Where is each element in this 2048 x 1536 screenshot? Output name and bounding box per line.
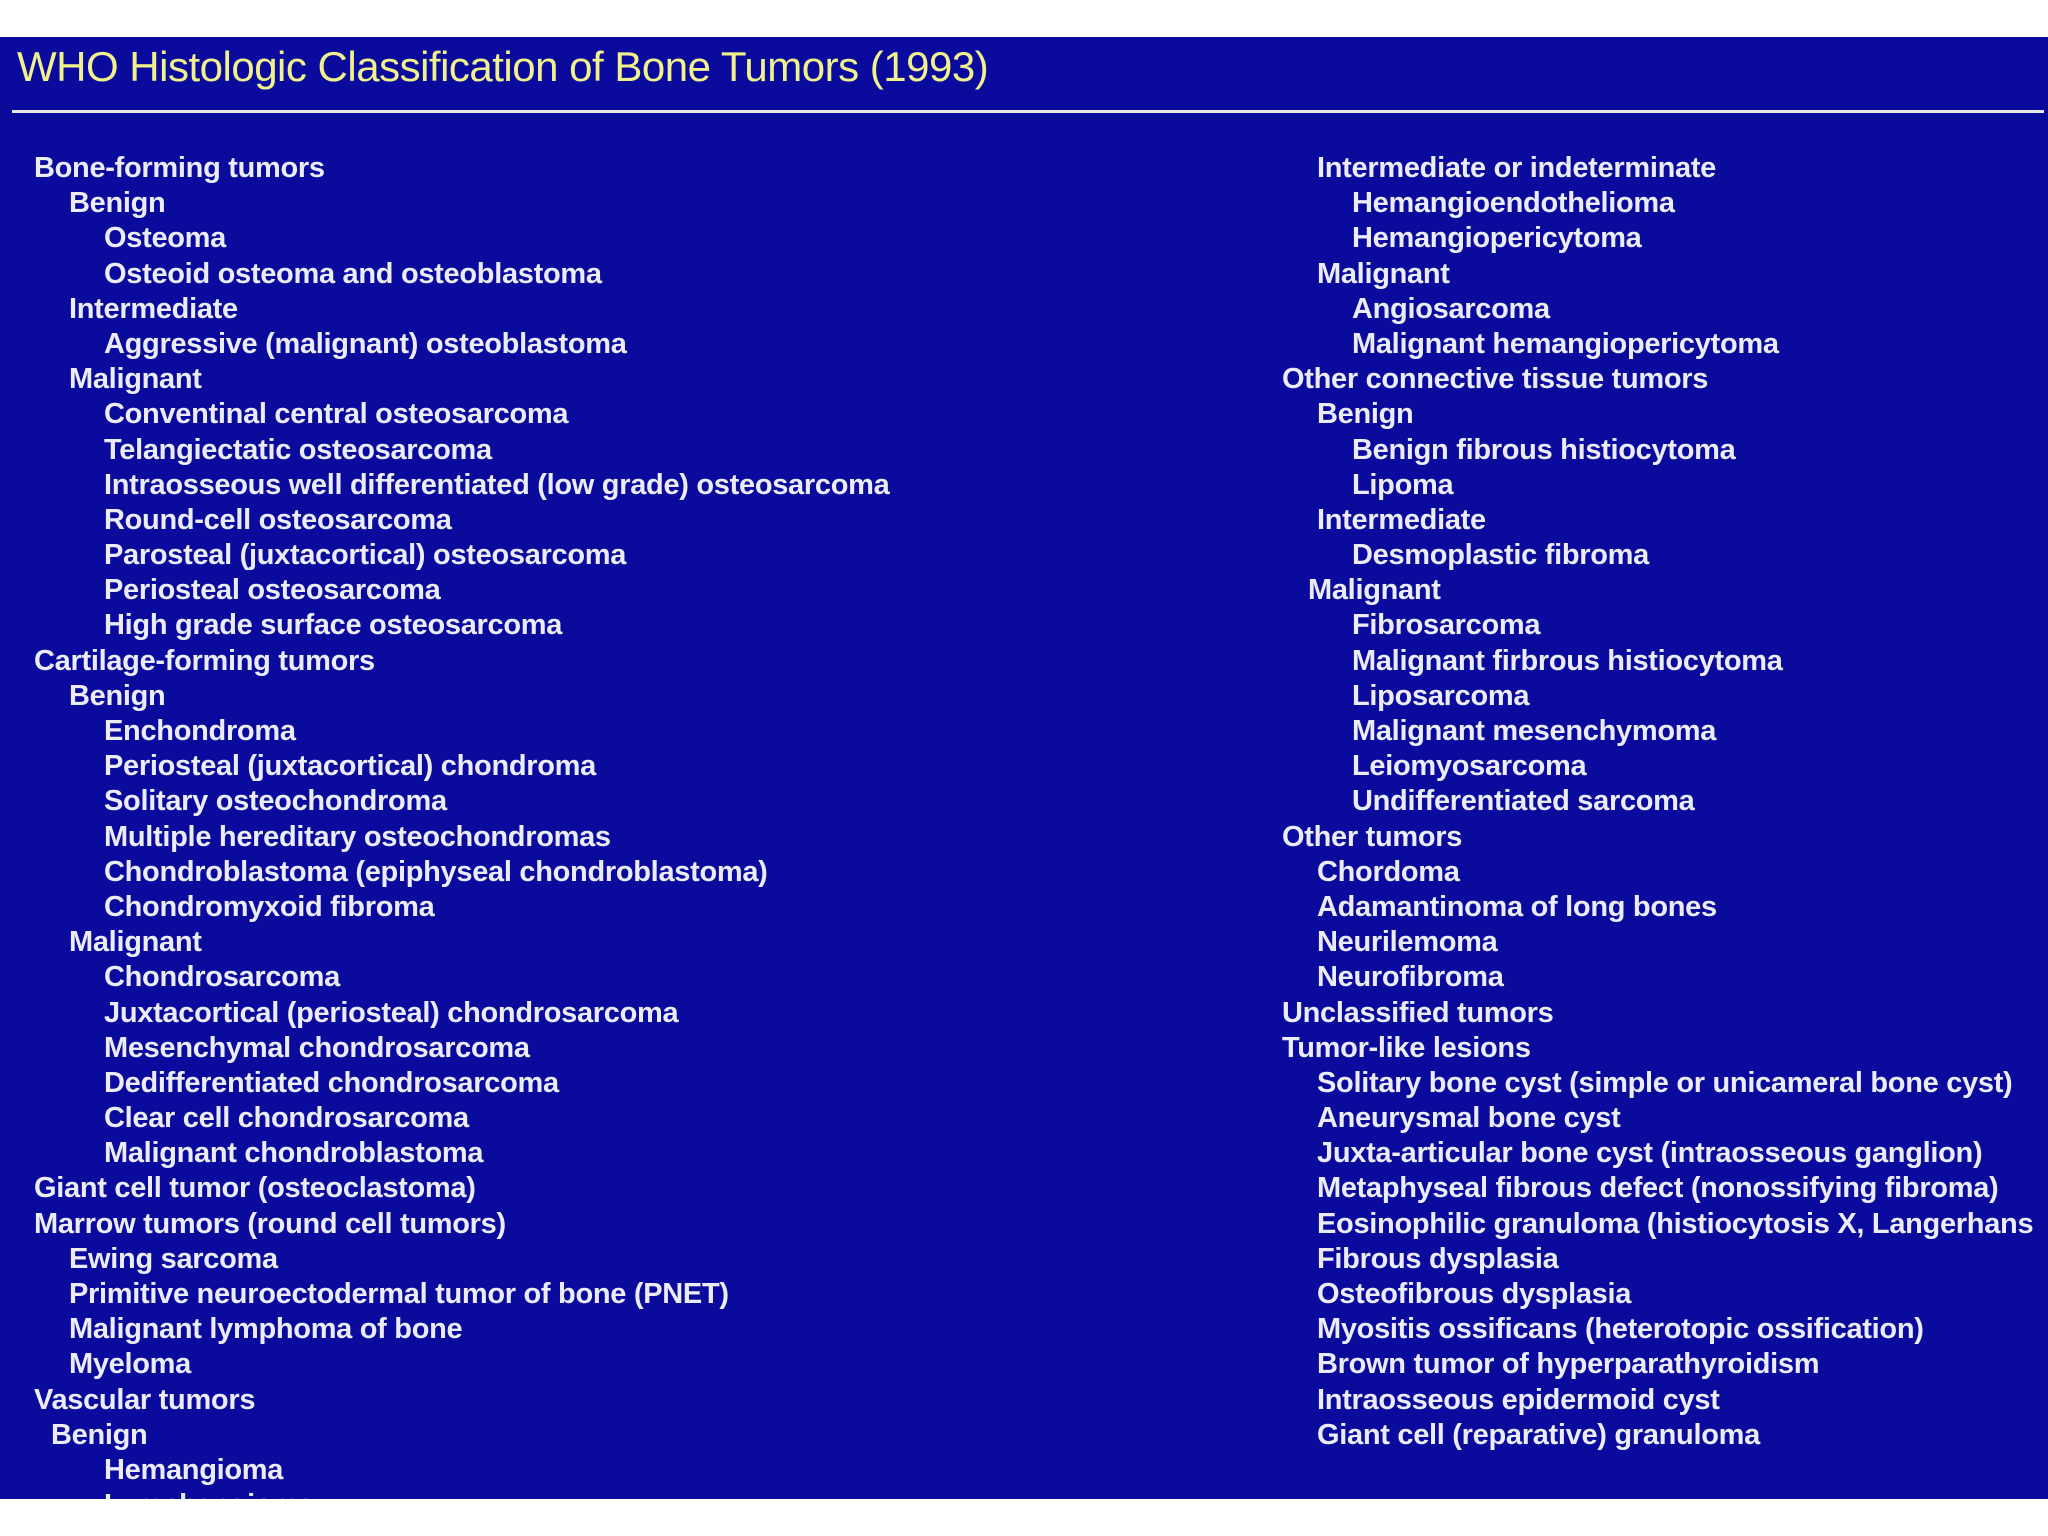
list-item: Juxtacortical (periosteal) chondrosarcoma xyxy=(104,996,679,1029)
list-item: Benign xyxy=(69,187,166,220)
list-item: Adamantinoma of long bones xyxy=(1317,890,1717,923)
list-item: Malignant hemangiopericytoma xyxy=(1352,327,1779,360)
bottom-margin xyxy=(0,1499,2048,1536)
slide-title: WHO Histologic Classification of Bone Tumors (1993) xyxy=(17,43,989,90)
list-item: Other connective tissue tumors xyxy=(1282,363,1709,396)
list-item: Juxta-articular bone cyst (intraosseous ganglion) xyxy=(1317,1137,1983,1170)
list-item: Bone-forming tumors xyxy=(34,152,325,184)
list-item: Neurofibroma xyxy=(1317,961,1504,994)
list-item: Intermediate xyxy=(69,292,238,325)
list-item: Benign xyxy=(51,1418,148,1451)
list-item: High grade surface osteosarcoma xyxy=(104,609,563,642)
list-item: Lipoma xyxy=(1352,468,1454,501)
right-column xyxy=(1282,151,2033,1453)
list-item: Chordoma xyxy=(1317,855,1460,888)
list-item: Malignant xyxy=(69,926,202,959)
list-item: Malignant chondroblastoma xyxy=(104,1137,484,1170)
list-item: Benign xyxy=(69,679,166,712)
list-item: Cartilage-forming tumors xyxy=(34,644,375,677)
list-item: Chondroblastoma (epiphyseal chondroblastoma) xyxy=(104,855,768,888)
list-item: Round-cell osteosarcoma xyxy=(104,503,452,536)
list-item: Other tumors xyxy=(1282,820,1463,853)
list-item: Osteoma xyxy=(104,222,226,255)
list-item: Malignant lymphoma of bone xyxy=(69,1313,463,1346)
list-item: Primitive neuroectodermal tumor of bone (PNET) xyxy=(69,1278,729,1310)
list-item: Marrow tumors (round cell tumors) xyxy=(34,1207,506,1240)
list-item: Liposarcoma xyxy=(1352,679,1530,712)
list-item: Desmoplastic fibroma xyxy=(1352,539,1649,572)
list-item: Malignant xyxy=(1308,574,1441,607)
list-item: Osteoid osteoma and osteoblastoma xyxy=(104,257,602,290)
list-item: Neurilemoma xyxy=(1317,926,1498,959)
list-item: Benign fibrous histiocytoma xyxy=(1352,433,1736,466)
list-item: Hemangioma xyxy=(104,1453,284,1486)
list-item: Conventinal central osteosarcoma xyxy=(104,398,569,431)
list-item: Brown tumor of hyperparathyroidism xyxy=(1317,1348,1820,1381)
list-item: Leiomyosarcoma xyxy=(1352,750,1587,783)
list-item: Vascular tumors xyxy=(34,1383,256,1416)
list-item: Solitary osteochondroma xyxy=(104,785,447,818)
title-divider xyxy=(12,110,2044,113)
list-item: Fibrous dysplasia xyxy=(1317,1242,1559,1275)
list-item: Enchondroma xyxy=(104,715,296,747)
list-item: Tumor-like lesions xyxy=(1282,1031,1531,1064)
list-item: Giant cell (reparative) granuloma xyxy=(1317,1418,1760,1451)
list-item: Metaphyseal fibrous defect (nonossifying fibroma) xyxy=(1317,1172,1999,1205)
list-item: Telangiectatic osteosarcoma xyxy=(104,433,492,466)
list-item: Chondromyxoid fibroma xyxy=(104,890,435,923)
list-item: Dedifferentiated chondrosarcoma xyxy=(104,1066,559,1099)
list-item: Angiosarcoma xyxy=(1352,292,1550,325)
list-item: Giant cell tumor (osteoclastoma) xyxy=(34,1172,476,1205)
list-item: Hemangiopericytoma xyxy=(1352,222,1642,255)
list-item: Periosteal osteosarcoma xyxy=(104,574,441,607)
list-item: Malignant xyxy=(69,363,202,396)
list-item: Intraosseous epidermoid cyst xyxy=(1317,1383,1720,1416)
list-item: Ewing sarcoma xyxy=(69,1242,278,1275)
list-item: Periosteal (juxtacortical) chondroma xyxy=(104,750,596,783)
slide xyxy=(0,37,2048,1499)
list-item: Eosinophilic granuloma (histiocytosis X, Langerhans xyxy=(1317,1207,2034,1240)
list-item: Unclassified tumors xyxy=(1282,996,1554,1029)
list-item: Osteofibrous dysplasia xyxy=(1317,1278,1632,1310)
list-item: Intermediate xyxy=(1317,503,1486,536)
list-item: Aggressive (malignant) osteoblastoma xyxy=(104,327,627,360)
list-item: Solitary bone cyst (simple or unicameral bone cyst) xyxy=(1317,1066,2013,1099)
list-item: Intraosseous well differentiated (low grade) osteosarcoma xyxy=(104,468,890,501)
list-item: Malignant mesenchymoma xyxy=(1352,715,1717,747)
list-item: Chondrosarcoma xyxy=(104,961,340,994)
list-item: Intermediate or indeterminate xyxy=(1317,152,1717,184)
list-item: Malignant firbrous histiocytoma xyxy=(1352,644,1783,677)
list-item: Myeloma xyxy=(69,1348,191,1381)
list-item: Benign xyxy=(1317,398,1414,431)
list-item: Mesenchymal chondrosarcoma xyxy=(104,1031,530,1064)
list-item: Fibrosarcoma xyxy=(1352,609,1541,642)
list-item: Hemangioendothelioma xyxy=(1352,187,1675,220)
list-item: Undifferentiated sarcoma xyxy=(1352,785,1695,818)
left-column xyxy=(34,151,889,1523)
list-item: Clear cell chondrosarcoma xyxy=(104,1102,469,1135)
list-item: Malignant xyxy=(1317,257,1450,290)
list-item: Multiple hereditary osteochondromas xyxy=(104,820,611,853)
list-item: Myositis ossificans (heterotopic ossification) xyxy=(1317,1313,1924,1346)
list-item: Parosteal (juxtacortical) osteosarcoma xyxy=(104,539,627,572)
list-item: Aneurysmal bone cyst xyxy=(1317,1102,1621,1135)
